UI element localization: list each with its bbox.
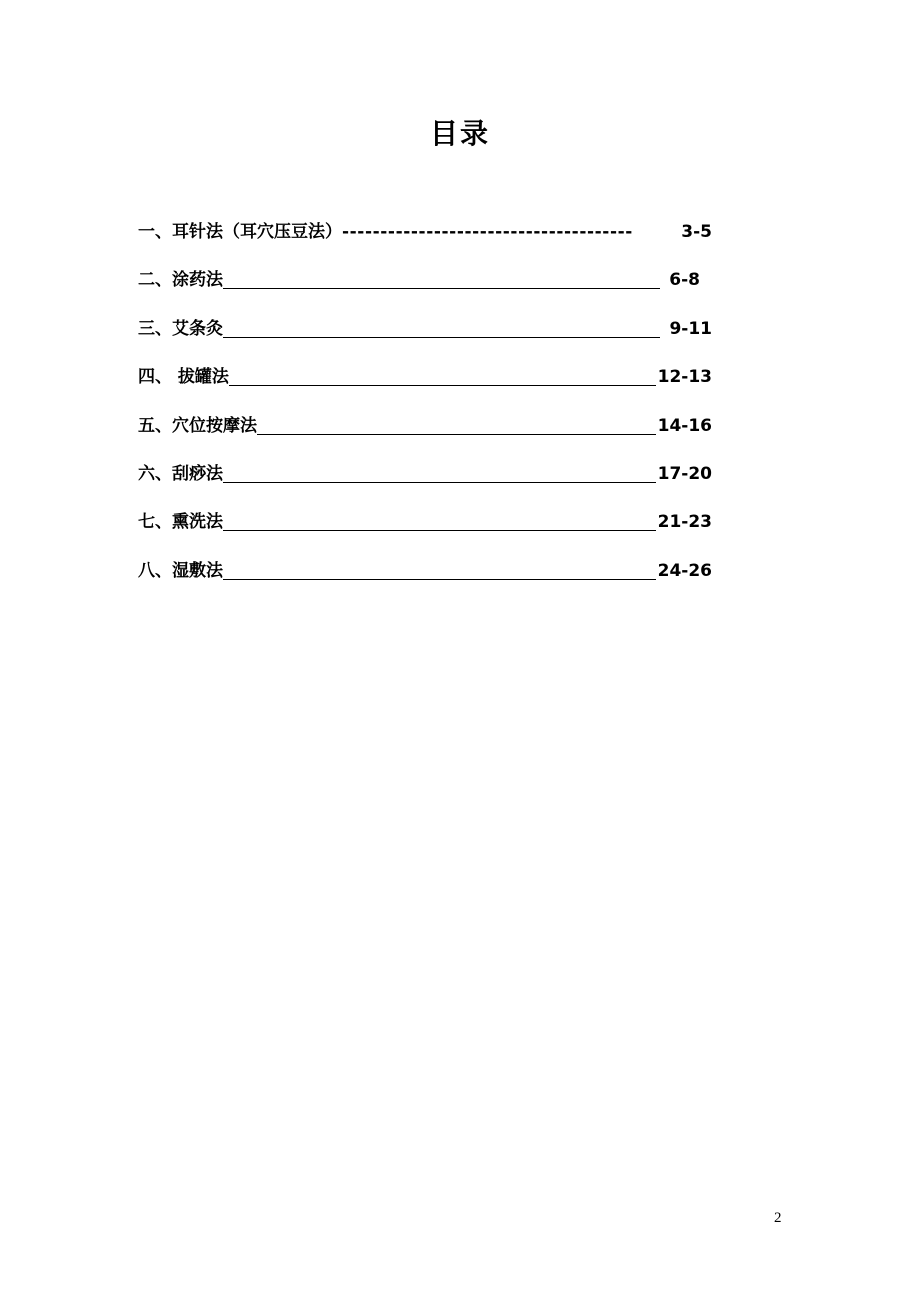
toc-entry-leader (223, 555, 656, 580)
toc-entry[interactable] (138, 458, 712, 506)
table-of-contents (138, 216, 712, 603)
toc-entry[interactable] (138, 313, 712, 361)
toc-entry-leader (223, 313, 660, 338)
toc-entry-label: 五、穴位按摩法 (138, 415, 257, 436)
toc-entry-page: 6-8 (669, 270, 700, 291)
toc-entry[interactable] (138, 264, 712, 312)
toc-entry-label: 六、刮痧法 (138, 463, 223, 484)
toc-entry-leader (223, 264, 660, 289)
toc-entry-leader (223, 458, 656, 483)
toc-entry-page: 3-5 (681, 222, 712, 242)
toc-entry-leader (257, 410, 656, 435)
toc-entry-page: 14-16 (657, 415, 712, 436)
toc-entry-leader: -------------------------------------- (342, 222, 633, 242)
toc-entry[interactable] (138, 410, 712, 458)
toc-entry[interactable] (138, 361, 712, 409)
toc-entry[interactable] (138, 216, 712, 264)
toc-entry-label: 一、耳针法（耳穴压豆法） (138, 222, 342, 242)
toc-entry-label: 七、熏洗法 (138, 512, 223, 533)
toc-entry-label: 四、 拔罐法 (138, 367, 229, 388)
toc-entry-label: 八、湿敷法 (138, 560, 223, 581)
toc-entry-page: 21-23 (657, 512, 712, 533)
toc-entry-label: 二、涂药法 (138, 270, 223, 291)
page-title: 目录 (429, 117, 490, 150)
toc-entry[interactable] (138, 506, 712, 554)
toc-entry-leader (229, 361, 656, 386)
toc-entry-page: 12-13 (657, 367, 712, 388)
toc-entry-page: 9-11 (669, 318, 712, 339)
toc-entry-page: 24-26 (657, 560, 712, 581)
toc-entry-page: 17-20 (657, 463, 712, 484)
page-number: 2 (774, 1210, 782, 1226)
toc-entry[interactable] (138, 555, 712, 603)
toc-entry-leader (223, 506, 656, 531)
toc-entry-label: 三、艾条灸 (138, 318, 223, 339)
